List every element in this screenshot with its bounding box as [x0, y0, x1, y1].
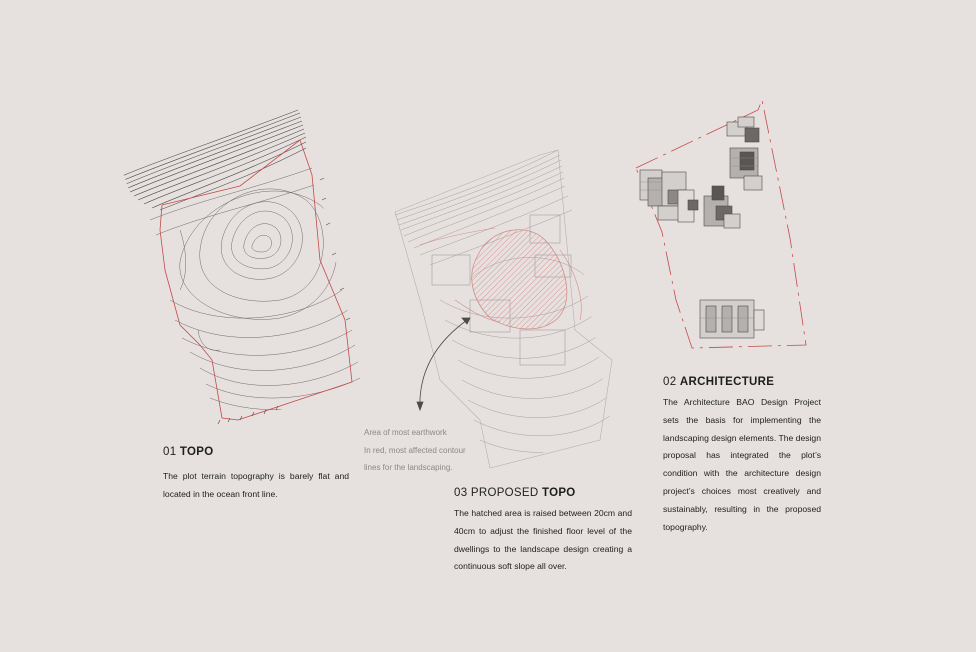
topo-dimension-ticks — [218, 178, 350, 424]
topo-heading-title: TOPO — [179, 446, 214, 458]
topo-description: The plot terrain topography is barely flat and located in the ocean front line. — [163, 471, 349, 499]
topo-boundary — [160, 140, 352, 420]
architecture-heading — [663, 376, 821, 388]
architecture-heading-title: ARCHITECTURE — [679, 376, 775, 388]
proposed-topo-heading — [454, 487, 632, 499]
proposed-topo-heading-number: 03 PROPOSED — [454, 487, 539, 499]
architecture-description: The Architecture BAO Design Project sets the basis for implementing the landscaping design elements. The design proposal has integrated the plot’s condition with the architecture design project’s choices most creatively and sustainably, resulting in the proposed topography. — [663, 397, 821, 532]
earthwork-note — [364, 424, 504, 477]
topo-heading — [163, 446, 349, 458]
topo-plan — [122, 110, 362, 410]
architecture-heading-number: 02 — [663, 376, 677, 388]
proposed-topo-heading-title: TOPO — [541, 487, 576, 499]
proposed-topo-description: The hatched area is raised between 20cm and 40cm to adjust the finished floor level of the dwellings to the landscape design creating a continuous soft slope all over. — [454, 508, 632, 572]
topo-section — [163, 446, 349, 504]
topo-heading-number: 01 — [163, 446, 177, 458]
earthwork-note-line1: Area of most earthwork — [364, 428, 447, 437]
earthwork-note-line2: In red, most affected contour lines for the landscaping. — [364, 445, 466, 472]
architecture-plan — [636, 100, 806, 348]
architecture-section — [663, 376, 821, 536]
earthwork-arrow — [417, 318, 470, 410]
proposed-topo-section — [454, 487, 632, 576]
